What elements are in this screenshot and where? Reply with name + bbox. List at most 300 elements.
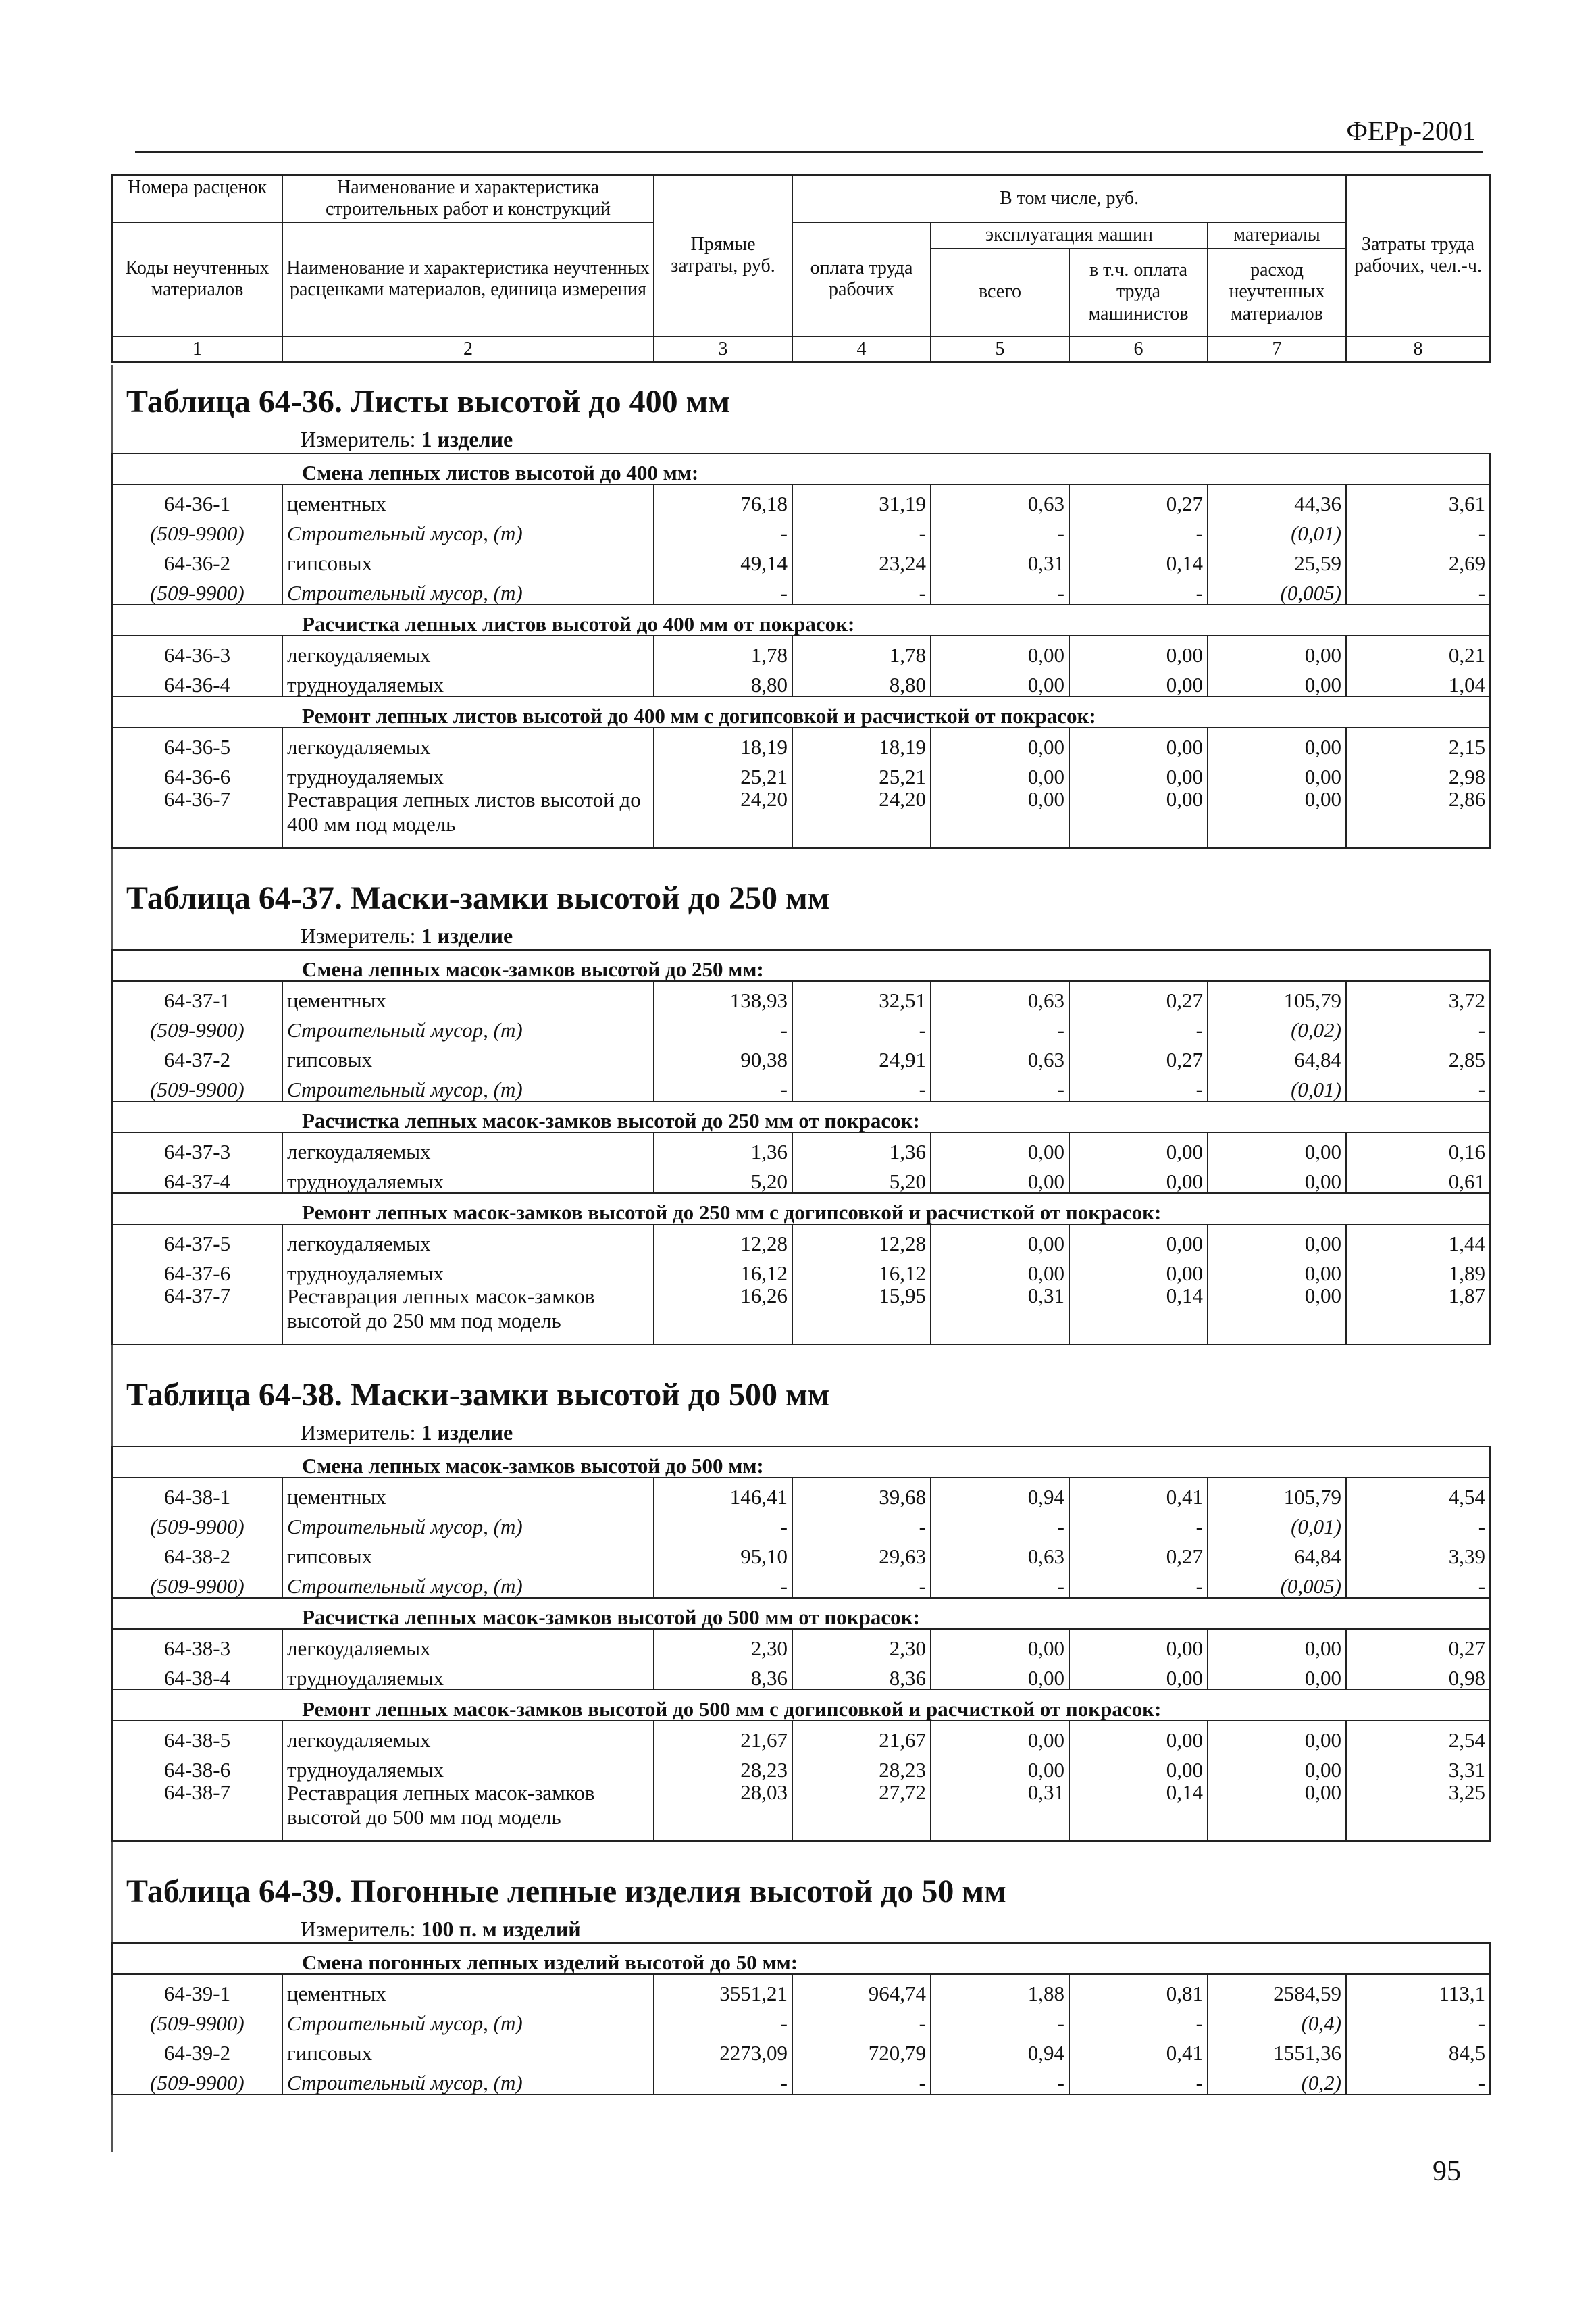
value-c6: 0,00 bbox=[1069, 788, 1208, 848]
value-c6: 0,27 bbox=[1069, 981, 1208, 1011]
material-row bbox=[112, 574, 1490, 605]
value-c5: 0,00 bbox=[931, 788, 1069, 848]
table-row bbox=[112, 666, 1490, 697]
material-value-c8: - bbox=[1346, 2064, 1490, 2094]
material-value-c7: (0,02) bbox=[1208, 1011, 1346, 1041]
col-number: 1 bbox=[112, 336, 282, 362]
value-c4: 5,20 bbox=[792, 1163, 931, 1193]
table-row bbox=[112, 788, 1490, 848]
group-header-row bbox=[112, 1193, 1490, 1224]
value-c8: 0,98 bbox=[1346, 1659, 1490, 1690]
material-value-c4: - bbox=[792, 515, 931, 545]
value-c6: 0,00 bbox=[1069, 636, 1208, 666]
value-c5: 0,31 bbox=[931, 1284, 1069, 1344]
value-c7: 105,79 bbox=[1208, 1478, 1346, 1508]
material-name: Строительный мусор, (т) bbox=[282, 574, 654, 605]
material-code: (509-9900) bbox=[112, 2064, 282, 2094]
material-value-c3: - bbox=[654, 2064, 792, 2094]
material-value-c8: - bbox=[1346, 2005, 1490, 2034]
value-c6: 0,00 bbox=[1069, 1659, 1208, 1690]
table-row bbox=[112, 1041, 1490, 1071]
material-code: (509-9900) bbox=[112, 2005, 282, 2034]
table-row bbox=[112, 758, 1490, 788]
value-c8: 1,87 bbox=[1346, 1284, 1490, 1344]
material-name: Строительный мусор, (т) bbox=[282, 1071, 654, 1101]
measure-unit bbox=[301, 426, 1489, 453]
material-value-c5: - bbox=[931, 2064, 1069, 2094]
value-c6: 0,00 bbox=[1069, 758, 1208, 788]
work-name: трудноудаляемых bbox=[282, 1255, 654, 1284]
col-number: 8 bbox=[1346, 336, 1490, 362]
col-header-machines-total: всего bbox=[931, 249, 1069, 336]
value-c5: 0,00 bbox=[931, 1255, 1069, 1284]
value-c6: 0,00 bbox=[1069, 1751, 1208, 1781]
table-row bbox=[112, 1255, 1490, 1284]
work-name: легкоудаляемых bbox=[282, 1721, 654, 1751]
value-c5: 1,88 bbox=[931, 1974, 1069, 2005]
value-c3: 76,18 bbox=[654, 484, 792, 515]
material-value-c3: - bbox=[654, 1071, 792, 1101]
col-number: 3 bbox=[654, 336, 792, 362]
rate-code: 64-39-2 bbox=[112, 2034, 282, 2064]
col-number: 2 bbox=[282, 336, 654, 362]
material-value-c3: - bbox=[654, 515, 792, 545]
rate-code: 64-36-1 bbox=[112, 484, 282, 515]
value-c7: 0,00 bbox=[1208, 728, 1346, 758]
value-c5: 0,00 bbox=[931, 728, 1069, 758]
rate-code: 64-37-6 bbox=[112, 1255, 282, 1284]
value-c6: 0,00 bbox=[1069, 666, 1208, 697]
col-header-unaccounted-materials: расход неучтенных материалов bbox=[1208, 249, 1346, 336]
value-c7: 0,00 bbox=[1208, 1751, 1346, 1781]
rate-code: 64-37-5 bbox=[112, 1224, 282, 1255]
value-c4: 24,20 bbox=[792, 788, 931, 848]
material-value-c7: (0,01) bbox=[1208, 1508, 1346, 1538]
value-c7: 2584,59 bbox=[1208, 1974, 1346, 2005]
table-row bbox=[112, 1224, 1490, 1255]
measure-unit-label: Измеритель: bbox=[301, 924, 416, 948]
value-c4: 964,74 bbox=[792, 1974, 931, 2005]
value-c5: 0,94 bbox=[931, 2034, 1069, 2064]
table-row bbox=[112, 1132, 1490, 1163]
value-c7: 0,00 bbox=[1208, 636, 1346, 666]
value-c4: 1,36 bbox=[792, 1132, 931, 1163]
table-row bbox=[112, 484, 1490, 515]
rate-table bbox=[111, 1446, 1491, 1842]
value-c7: 0,00 bbox=[1208, 1284, 1346, 1344]
value-c4: 12,28 bbox=[792, 1224, 931, 1255]
value-c7: 44,36 bbox=[1208, 484, 1346, 515]
value-c5: 0,63 bbox=[931, 981, 1069, 1011]
value-c8: 3,25 bbox=[1346, 1781, 1490, 1841]
value-c6: 0,00 bbox=[1069, 728, 1208, 758]
value-c8: 1,89 bbox=[1346, 1255, 1490, 1284]
value-c5: 0,00 bbox=[931, 1721, 1069, 1751]
material-value-c6: - bbox=[1069, 1508, 1208, 1538]
value-c4: 2,30 bbox=[792, 1629, 931, 1659]
work-name: легкоудаляемых bbox=[282, 1224, 654, 1255]
work-name: гипсовых bbox=[282, 1041, 654, 1071]
value-c6: 0,00 bbox=[1069, 1163, 1208, 1193]
value-c3: 28,03 bbox=[654, 1781, 792, 1841]
material-value-c7: (0,2) bbox=[1208, 2064, 1346, 2094]
value-c4: 8,36 bbox=[792, 1659, 931, 1690]
material-code: (509-9900) bbox=[112, 515, 282, 545]
work-name: цементных bbox=[282, 1974, 654, 2005]
value-c3: 16,12 bbox=[654, 1255, 792, 1284]
value-c5: 0,63 bbox=[931, 484, 1069, 515]
group-header-row bbox=[112, 1690, 1490, 1721]
col-header-including: В том числе, руб. bbox=[792, 175, 1346, 222]
page-number: 95 bbox=[1433, 2156, 1461, 2187]
value-c5: 0,00 bbox=[931, 666, 1069, 697]
material-value-c8: - bbox=[1346, 1508, 1490, 1538]
table-row bbox=[112, 1721, 1490, 1751]
value-c6: 0,14 bbox=[1069, 545, 1208, 574]
col-number: 6 bbox=[1069, 336, 1208, 362]
value-c3: 95,10 bbox=[654, 1538, 792, 1567]
value-c3: 25,21 bbox=[654, 758, 792, 788]
material-value-c8: - bbox=[1346, 1011, 1490, 1041]
value-c5: 0,94 bbox=[931, 1478, 1069, 1508]
value-c8: 0,61 bbox=[1346, 1163, 1490, 1193]
value-c7: 64,84 bbox=[1208, 1041, 1346, 1071]
work-name: трудноудаляемых bbox=[282, 1163, 654, 1193]
rate-code: 64-37-7 bbox=[112, 1284, 282, 1344]
measure-unit-label: Измеритель: bbox=[301, 1917, 416, 1941]
rate-code: 64-38-2 bbox=[112, 1538, 282, 1567]
col-header-labor-hours: Затраты труда рабочих, чел.-ч. bbox=[1346, 175, 1490, 336]
rate-code: 64-37-1 bbox=[112, 981, 282, 1011]
table-row bbox=[112, 1751, 1490, 1781]
rate-code: 64-36-3 bbox=[112, 636, 282, 666]
table-title: Таблица 64-39. Погонные лепные изделия высотой до 50 мм bbox=[126, 1873, 1006, 1909]
material-value-c3: - bbox=[654, 1508, 792, 1538]
value-c8: 2,54 bbox=[1346, 1721, 1490, 1751]
col-header-labor-pay: оплата труда рабочих bbox=[792, 222, 931, 336]
table-row bbox=[112, 728, 1490, 758]
material-name: Строительный мусор, (т) bbox=[282, 2005, 654, 2034]
material-value-c7: (0,01) bbox=[1208, 1071, 1346, 1101]
value-c4: 25,21 bbox=[792, 758, 931, 788]
group-header-row bbox=[112, 1598, 1490, 1629]
tables-area bbox=[111, 365, 1489, 2152]
group-header-row bbox=[112, 605, 1490, 636]
rate-code: 64-36-4 bbox=[112, 666, 282, 697]
value-c3: 1,36 bbox=[654, 1132, 792, 1163]
col-header-name: Наименование и характеристика строительных работ и конструкций bbox=[282, 175, 654, 222]
material-value-c4: - bbox=[792, 1071, 931, 1101]
material-value-c6: - bbox=[1069, 2005, 1208, 2034]
value-c6: 0,27 bbox=[1069, 1538, 1208, 1567]
value-c3: 146,41 bbox=[654, 1478, 792, 1508]
group-title: Расчистка лепных масок-замков высотой до 500 мм от покрасок: bbox=[112, 1598, 1490, 1629]
value-c6: 0,00 bbox=[1069, 1629, 1208, 1659]
group-title: Смена погонных лепных изделий высотой до 50 мм: bbox=[112, 1943, 1490, 1974]
work-name: легкоудаляемых bbox=[282, 1132, 654, 1163]
material-code: (509-9900) bbox=[112, 1567, 282, 1598]
col-header-codes: Номера расценок bbox=[112, 175, 282, 222]
rate-code: 64-36-6 bbox=[112, 758, 282, 788]
value-c4: 32,51 bbox=[792, 981, 931, 1011]
material-value-c5: - bbox=[931, 515, 1069, 545]
col-header-material-name: Наименование и характеристика неучтенных расценками материалов, единица измерения bbox=[282, 222, 654, 336]
work-name: гипсовых bbox=[282, 2034, 654, 2064]
value-c8: 84,5 bbox=[1346, 2034, 1490, 2064]
table-row bbox=[112, 636, 1490, 666]
work-name: цементных bbox=[282, 981, 654, 1011]
value-c6: 0,41 bbox=[1069, 1478, 1208, 1508]
measure-unit-value: 1 изделие bbox=[421, 924, 513, 948]
material-value-c3: - bbox=[654, 1567, 792, 1598]
group-header-row bbox=[112, 1101, 1490, 1132]
value-c7: 0,00 bbox=[1208, 666, 1346, 697]
value-c6: 0,41 bbox=[1069, 2034, 1208, 2064]
material-value-c6: - bbox=[1069, 2064, 1208, 2094]
rate-table-section bbox=[111, 378, 1489, 849]
value-c7: 25,59 bbox=[1208, 545, 1346, 574]
column-header-table bbox=[111, 174, 1491, 363]
value-c8: 0,16 bbox=[1346, 1132, 1490, 1163]
value-c8: 1,44 bbox=[1346, 1224, 1490, 1255]
work-name: трудноудаляемых bbox=[282, 1751, 654, 1781]
col-number: 4 bbox=[792, 336, 931, 362]
material-value-c6: - bbox=[1069, 574, 1208, 605]
table-title: Таблица 64-37. Маски-замки высотой до 250 мм bbox=[126, 880, 830, 916]
value-c3: 5,20 bbox=[654, 1163, 792, 1193]
value-c7: 0,00 bbox=[1208, 1132, 1346, 1163]
material-name: Строительный мусор, (т) bbox=[282, 1508, 654, 1538]
value-c5: 0,00 bbox=[931, 1751, 1069, 1781]
material-code: (509-9900) bbox=[112, 1071, 282, 1101]
value-c3: 49,14 bbox=[654, 545, 792, 574]
value-c3: 28,23 bbox=[654, 1751, 792, 1781]
value-c3: 16,26 bbox=[654, 1284, 792, 1344]
value-c7: 1551,36 bbox=[1208, 2034, 1346, 2064]
measure-unit bbox=[301, 922, 1489, 949]
group-title: Ремонт лепных листов высотой до 400 мм с догипсовкой и расчисткой от покрасок: bbox=[112, 697, 1490, 728]
value-c8: 3,31 bbox=[1346, 1751, 1490, 1781]
value-c7: 0,00 bbox=[1208, 1629, 1346, 1659]
material-name: Строительный мусор, (т) bbox=[282, 1567, 654, 1598]
value-c6: 0,00 bbox=[1069, 1255, 1208, 1284]
material-value-c3: - bbox=[654, 2005, 792, 2034]
col-header-materials: материалы bbox=[1208, 222, 1346, 248]
group-header-row bbox=[112, 1447, 1490, 1478]
material-value-c4: - bbox=[792, 2005, 931, 2034]
material-code: (509-9900) bbox=[112, 574, 282, 605]
rate-code: 64-39-1 bbox=[112, 1974, 282, 2005]
value-c8: 2,69 bbox=[1346, 545, 1490, 574]
value-c4: 15,95 bbox=[792, 1284, 931, 1344]
value-c6: 0,00 bbox=[1069, 1132, 1208, 1163]
measure-unit-value: 100 п. м изделий bbox=[421, 1917, 581, 1941]
value-c5: 0,00 bbox=[931, 1224, 1069, 1255]
material-value-c5: - bbox=[931, 1011, 1069, 1041]
rate-table-section bbox=[111, 1372, 1489, 1842]
work-name: Реставрация лепных масок-замков высотой до 500 мм под модель bbox=[282, 1781, 654, 1841]
table-row bbox=[112, 1974, 1490, 2005]
rate-code: 64-38-6 bbox=[112, 1751, 282, 1781]
value-c7: 0,00 bbox=[1208, 1659, 1346, 1690]
rate-code: 64-37-2 bbox=[112, 1041, 282, 1071]
rate-code: 64-37-3 bbox=[112, 1132, 282, 1163]
work-name: трудноудаляемых bbox=[282, 666, 654, 697]
value-c5: 0,00 bbox=[931, 1132, 1069, 1163]
material-row bbox=[112, 2064, 1490, 2094]
material-name: Строительный мусор, (т) bbox=[282, 515, 654, 545]
value-c7: 0,00 bbox=[1208, 1224, 1346, 1255]
material-row bbox=[112, 1011, 1490, 1041]
material-value-c3: - bbox=[654, 574, 792, 605]
value-c5: 0,31 bbox=[931, 545, 1069, 574]
value-c3: 12,28 bbox=[654, 1224, 792, 1255]
rate-code: 64-38-1 bbox=[112, 1478, 282, 1508]
material-value-c4: - bbox=[792, 1508, 931, 1538]
value-c7: 0,00 bbox=[1208, 1781, 1346, 1841]
measure-unit bbox=[301, 1915, 1489, 1942]
material-value-c5: - bbox=[931, 1071, 1069, 1101]
value-c8: 0,21 bbox=[1346, 636, 1490, 666]
measure-unit-label: Измеритель: bbox=[301, 1420, 416, 1444]
value-c8: 0,27 bbox=[1346, 1629, 1490, 1659]
col-header-machines: эксплуатация машин bbox=[931, 222, 1208, 248]
value-c6: 0,27 bbox=[1069, 484, 1208, 515]
col-header-material-codes: Коды неучтенных материалов bbox=[112, 222, 282, 336]
table-row bbox=[112, 1629, 1490, 1659]
value-c4: 29,63 bbox=[792, 1538, 931, 1567]
value-c3: 90,38 bbox=[654, 1041, 792, 1071]
col-number: 5 bbox=[931, 336, 1069, 362]
value-c7: 0,00 bbox=[1208, 758, 1346, 788]
material-value-c5: - bbox=[931, 1567, 1069, 1598]
col-number: 7 bbox=[1208, 336, 1346, 362]
material-value-c7: (0,4) bbox=[1208, 2005, 1346, 2034]
value-c4: 8,80 bbox=[792, 666, 931, 697]
measure-unit bbox=[301, 1419, 1489, 1446]
rate-code: 64-37-4 bbox=[112, 1163, 282, 1193]
material-row bbox=[112, 515, 1490, 545]
group-title: Расчистка лепных листов высотой до 400 мм от покрасок: bbox=[112, 605, 1490, 636]
value-c4: 1,78 bbox=[792, 636, 931, 666]
value-c3: 8,80 bbox=[654, 666, 792, 697]
value-c8: 2,85 bbox=[1346, 1041, 1490, 1071]
value-c3: 2,30 bbox=[654, 1629, 792, 1659]
value-c7: 0,00 bbox=[1208, 1721, 1346, 1751]
table-title: Таблица 64-36. Листы высотой до 400 мм bbox=[126, 384, 730, 420]
material-value-c6: - bbox=[1069, 1011, 1208, 1041]
value-c8: 4,54 bbox=[1346, 1478, 1490, 1508]
value-c7: 0,00 bbox=[1208, 1163, 1346, 1193]
rate-table-section bbox=[111, 875, 1489, 1345]
rate-code: 64-36-7 bbox=[112, 788, 282, 848]
value-c8: 3,39 bbox=[1346, 1538, 1490, 1567]
value-c5: 0,00 bbox=[931, 758, 1069, 788]
value-c3: 8,36 bbox=[654, 1659, 792, 1690]
value-c8: 2,86 bbox=[1346, 788, 1490, 848]
value-c4: 23,24 bbox=[792, 545, 931, 574]
value-c4: 16,12 bbox=[792, 1255, 931, 1284]
value-c4: 27,72 bbox=[792, 1781, 931, 1841]
material-code: (509-9900) bbox=[112, 1508, 282, 1538]
value-c5: 0,63 bbox=[931, 1538, 1069, 1567]
table-row bbox=[112, 545, 1490, 574]
material-row bbox=[112, 1071, 1490, 1101]
value-c5: 0,63 bbox=[931, 1041, 1069, 1071]
work-name: Реставрация лепных масок-замков высотой до 250 мм под модель bbox=[282, 1284, 654, 1344]
col-header-direct-costs: Прямые затраты, руб. bbox=[654, 175, 792, 336]
value-c3: 21,67 bbox=[654, 1721, 792, 1751]
value-c6: 0,27 bbox=[1069, 1041, 1208, 1071]
value-c5: 0,00 bbox=[931, 636, 1069, 666]
material-name: Строительный мусор, (т) bbox=[282, 1011, 654, 1041]
material-value-c5: - bbox=[931, 2005, 1069, 2034]
col-header-operators-pay: в т.ч. оплата труда машинистов bbox=[1069, 249, 1208, 336]
material-row bbox=[112, 1508, 1490, 1538]
material-value-c7: (0,01) bbox=[1208, 515, 1346, 545]
group-title: Смена лепных листов высотой до 400 мм: bbox=[112, 453, 1490, 484]
value-c8: 2,98 bbox=[1346, 758, 1490, 788]
value-c8: 113,1 bbox=[1346, 1974, 1490, 2005]
group-title: Смена лепных масок-замков высотой до 500 мм: bbox=[112, 1447, 1490, 1478]
rate-code: 64-38-7 bbox=[112, 1781, 282, 1841]
table-row bbox=[112, 1659, 1490, 1690]
material-value-c8: - bbox=[1346, 515, 1490, 545]
rate-code: 64-38-4 bbox=[112, 1659, 282, 1690]
value-c3: 24,20 bbox=[654, 788, 792, 848]
value-c3: 3551,21 bbox=[654, 1974, 792, 2005]
value-c3: 18,19 bbox=[654, 728, 792, 758]
material-value-c4: - bbox=[792, 1567, 931, 1598]
table-row bbox=[112, 1284, 1490, 1344]
value-c7: 105,79 bbox=[1208, 981, 1346, 1011]
table-row bbox=[112, 2034, 1490, 2064]
material-value-c4: - bbox=[792, 2064, 931, 2094]
group-header-row bbox=[112, 697, 1490, 728]
value-c7: 64,84 bbox=[1208, 1538, 1346, 1567]
work-name: легкоудаляемых bbox=[282, 1629, 654, 1659]
value-c6: 0,14 bbox=[1069, 1284, 1208, 1344]
work-name: трудноудаляемых bbox=[282, 1659, 654, 1690]
material-value-c4: - bbox=[792, 1011, 931, 1041]
material-value-c5: - bbox=[931, 1508, 1069, 1538]
value-c8: 3,72 bbox=[1346, 981, 1490, 1011]
material-code: (509-9900) bbox=[112, 1011, 282, 1041]
work-name: Реставрация лепных листов высотой до 400 мм под модель bbox=[282, 788, 654, 848]
value-c4: 21,67 bbox=[792, 1721, 931, 1751]
rate-table bbox=[111, 453, 1491, 849]
value-c4: 39,68 bbox=[792, 1478, 931, 1508]
material-value-c6: - bbox=[1069, 1567, 1208, 1598]
material-value-c7: (0,005) bbox=[1208, 1567, 1346, 1598]
value-c4: 24,91 bbox=[792, 1041, 931, 1071]
document-code: ФЕРр-2001 bbox=[1346, 116, 1476, 146]
group-title: Ремонт лепных масок-замков высотой до 250 мм с догипсовкой и расчисткой от покрасок: bbox=[112, 1193, 1490, 1224]
value-c4: 18,19 bbox=[792, 728, 931, 758]
material-row bbox=[112, 2005, 1490, 2034]
measure-unit-value: 1 изделие bbox=[421, 427, 513, 451]
rate-table bbox=[111, 949, 1491, 1345]
material-value-c5: - bbox=[931, 574, 1069, 605]
work-name: гипсовых bbox=[282, 545, 654, 574]
table-row bbox=[112, 981, 1490, 1011]
value-c6: 0,00 bbox=[1069, 1224, 1208, 1255]
value-c8: 3,61 bbox=[1346, 484, 1490, 515]
group-title: Ремонт лепных масок-замков высотой до 500 мм с догипсовкой и расчисткой от покрасок: bbox=[112, 1690, 1490, 1721]
value-c7: 0,00 bbox=[1208, 1255, 1346, 1284]
material-value-c7: (0,005) bbox=[1208, 574, 1346, 605]
value-c5: 0,31 bbox=[931, 1781, 1069, 1841]
